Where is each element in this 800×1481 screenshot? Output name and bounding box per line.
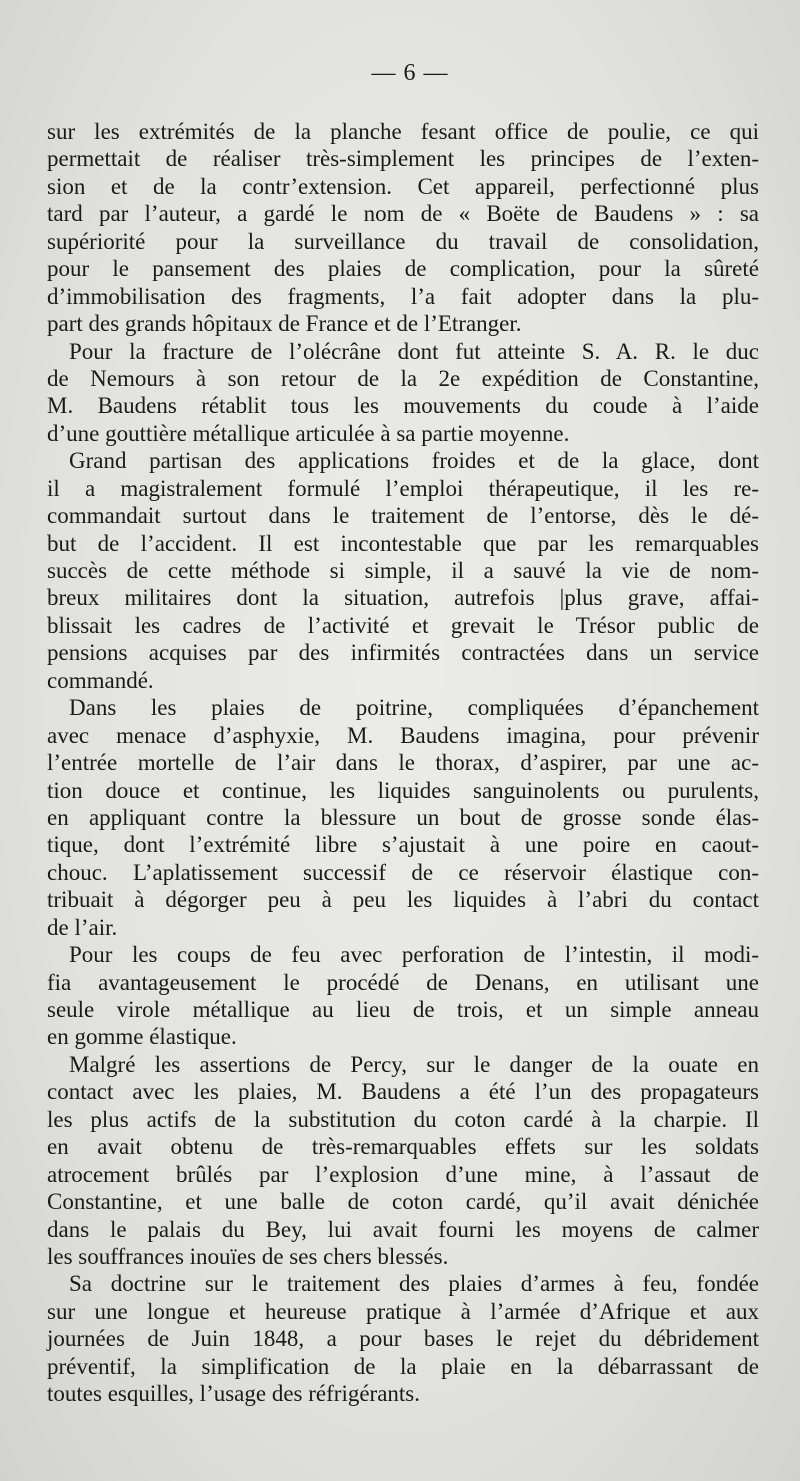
text-line: Grand partisan des applications froides et de la glace, dont — [69, 448, 759, 474]
text-line: but de l’accident. Il est incontestable que par les remarquables — [47, 530, 759, 556]
text-line: Pour la fracture de l’olécrâne dont fut atteinte S. A. R. le duc — [69, 338, 759, 364]
text-line: Constantine, et une balle de coton cardé, qu’il avait dénichée — [47, 1189, 759, 1215]
text-line: Sa doctrine sur le traitement des plaies d’armes à feu, fondée — [69, 1271, 759, 1297]
text-line: en appliquant contre la blessure un bout de grosse sonde élas- — [47, 804, 759, 830]
text-line: atrocement brûlés par l’explosion d’une mine, à l’assaut de — [47, 1161, 759, 1187]
text-line: dans le palais du Bey, lui avait fourni les moyens de calmer — [47, 1216, 759, 1242]
text-line: pour le pansement des plaies de complication, pour la sûreté — [47, 256, 759, 282]
text-line: permettait de réaliser très-simplement les principes de l’exten- — [47, 146, 759, 172]
text-line: tribuait à dégorger peu à peu les liquides à l’abri du contact — [47, 887, 759, 913]
text-line: avec menace d’asphyxie, M. Baudens imagina, pour prévenir — [47, 722, 759, 748]
text-line: journées de Juin 1848, a pour bases le rejet du débridement — [47, 1326, 759, 1352]
text-line: pensions acquises par des infirmités contractées dans un service — [47, 640, 759, 666]
text-line: contact avec les plaies, M. Baudens a été l’un des propagateurs — [47, 1079, 759, 1105]
text-line: sur une longue et heureuse pratique à l’armée d’Afrique et aux — [47, 1298, 759, 1324]
text-line: Pour les coups de feu avec perforation de l’intestin, il modi- — [69, 942, 759, 968]
text-line: il a magistralement formulé l’emploi thérapeutique, il les re- — [47, 475, 759, 501]
text-line: préventif, la simplification de la plaie en la débarrassant de — [47, 1353, 759, 1379]
text-line: l’entrée mortelle de l’air dans le thorax, d’aspirer, par une ac- — [47, 750, 759, 776]
text-line: commandait surtout dans le traitement de l’entorse, dès le dé- — [47, 503, 759, 529]
text-line: tique, dont l’extrémité libre s’ajustait à une poire en caout- — [47, 832, 759, 858]
text-line: seule virole métallique au lieu de trois, et un simple anneau — [47, 997, 759, 1022]
text-line: toutes esquilles, l’usage des réfrigérants. — [47, 1381, 420, 1407]
text-line: d’une gouttière métallique articulée à sa partie moyenne. — [47, 420, 570, 446]
text-line: chouc. L’aplatissement successif de ce réservoir élastique con- — [47, 859, 759, 885]
text-line: supériorité pour la surveillance du travail de consolidation, — [47, 228, 759, 254]
text-line: commandé. — [47, 667, 154, 693]
text-line: Malgré les assertions de Percy, sur le danger de la ouate en — [69, 1051, 759, 1077]
text-line: tion douce et continue, les liquides sanguinolents ou purulents, — [47, 777, 759, 803]
text-line: en avait obtenu de très-remarquables effets sur les soldats — [47, 1134, 759, 1160]
text-line: sion et de la contr’extension. Cet appareil, perfectionné plus — [47, 173, 759, 199]
text-line: breux militaires dont la situation, autrefois |plus grave, affai- — [47, 585, 759, 611]
text-line: en gomme élastique. — [47, 1024, 237, 1050]
text-line: les souffrances inouïes de ses chers blessés. — [47, 1243, 449, 1269]
page-number: — 6 — — [371, 60, 449, 86]
body-text — [47, 118, 759, 1408]
text-line: blissait les cadres de l’activité et grevait le Trésor public de — [47, 612, 759, 638]
text-line: tard par l’auteur, a gardé le nom de « Boëte de Baudens » : sa — [47, 201, 759, 227]
text-line: succès de cette méthode si simple, il a sauvé la vie de nom- — [47, 558, 759, 583]
text-line: Dans les plaies de poitrine, compliquées d’épanchement — [69, 695, 759, 721]
text-line: de Nemours à son retour de la 2e expédition de Constantine, — [47, 365, 759, 391]
text-line: sur les extrémités de la planche fesant office de poulie, ce qui — [47, 119, 759, 144]
text-line: les plus actifs de la substitution du coton cardé à la charpie. Il — [47, 1106, 759, 1132]
text-line: d’immobilisation des fragments, l’a fait adopter dans la plu- — [47, 283, 759, 309]
text-line: M. Baudens rétablit tous les mouvements du coude à l’aide — [47, 393, 759, 419]
text-line: fia avantageusement le procédé de Denans, en utilisant une — [47, 969, 759, 995]
text-line: part des grands hôpitaux de France et de l’Etranger. — [47, 311, 522, 337]
text-line: de l’air. — [47, 914, 118, 940]
